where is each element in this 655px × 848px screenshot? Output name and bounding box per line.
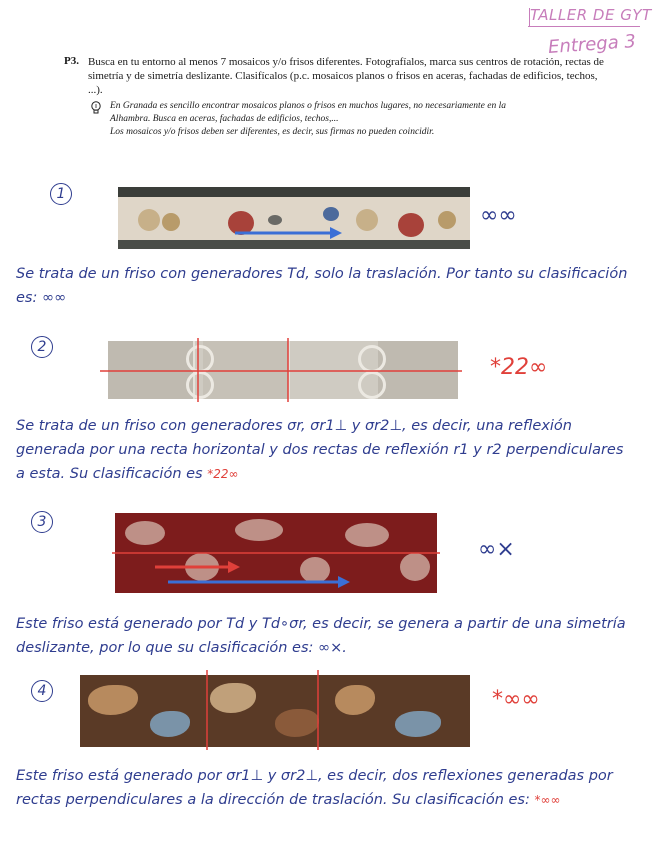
entry-1-inline-class: ∞∞: [41, 290, 67, 306]
frieze-1-classification: ∞∞: [480, 203, 517, 228]
entry-2-inline-class: *22∞: [207, 467, 239, 481]
frieze-1-photo: [118, 187, 470, 249]
lightbulb-icon: [90, 101, 102, 115]
entry-4-number: 4: [31, 680, 53, 702]
entry-4-description: Este friso está generado por σr1⊥ y σr2⊥, es decir, dos reflexiones generadas por rectas perpendiculares a la dirección de traslación. Su clasificación es:: [16, 768, 613, 808]
hint-block: [110, 100, 530, 139]
hint-line-1: En Granada es sencillo encontrar mosaicos planos o frisos en muchos lugares, no necesariamente en la Alhambra. Busca en aceras, fachadas de edificios, techos,...: [110, 101, 506, 124]
entry-1-description: Se trata de un friso con generadores Td, solo la traslación. Por tanto su clasificación es:: [16, 266, 628, 306]
entry-1-text: [16, 262, 636, 310]
entry-2-text: [16, 414, 636, 486]
frieze-4-photo: [80, 675, 470, 747]
problem-number: P3.: [64, 55, 79, 67]
frieze-4-classification: *∞∞: [492, 687, 540, 712]
frieze-2-classification: *22∞: [490, 355, 548, 380]
course-underline: [528, 26, 640, 27]
entry-2-number: 2: [31, 336, 53, 358]
entry-2-description: Se trata de un friso con generadores σr, σr1⊥ y σr2⊥, es decir, una reflexión generada por una recta horizontal y dos rectas de reflexión r1 y r2 perpendiculares a esta. Su clasificación es: [16, 418, 624, 482]
delivery-label: Entrega 3: [547, 30, 637, 59]
entry-1-number: 1: [50, 183, 72, 205]
entry-3-inline-class: ∞×.: [318, 640, 347, 656]
frieze-3-classification: ∞×: [478, 537, 515, 562]
problem-statement: Busca en tu entorno al menos 7 mosaicos y/o frisos diferentes. Fotografíalos, marca sus centros de rotación, rectas de simetría y de simetría deslizante. Clasifícalos (p.c. mosaicos planos o frisos en aceras, fachadas de edificios, techos, ...).: [88, 56, 604, 96]
entry-3-text: [16, 612, 636, 660]
frieze-3-photo: [115, 513, 437, 593]
hint-line-2: Los mosaicos y/o frisos deben ser diferentes, es decir, sus firmas no pueden coincidir.: [110, 127, 435, 137]
entry-3-number: 3: [31, 511, 53, 533]
entry-4-text: [16, 764, 636, 812]
entry-4-inline-class: *∞∞: [534, 793, 561, 807]
entry-3-description: Este friso está generado por Td y Td∘σr, es decir, se genera a partir de una simetría deslizante, por lo que su clasificación es:: [16, 616, 626, 656]
course-label: TALLER DE GYT: [530, 6, 652, 24]
frieze-2-photo: [108, 341, 458, 399]
